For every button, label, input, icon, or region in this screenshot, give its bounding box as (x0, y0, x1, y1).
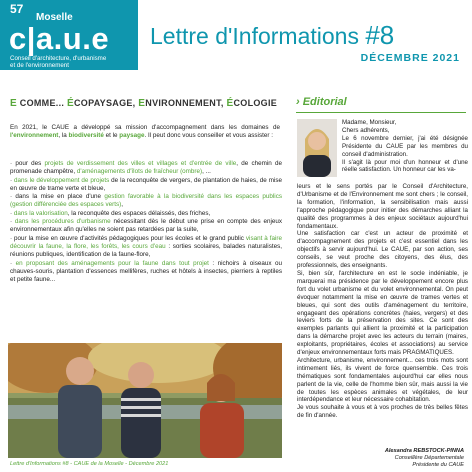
theme-letter-4: É (226, 98, 234, 109)
editorial-body (297, 183, 468, 420)
group-photo-image (8, 343, 282, 458)
editorial-intro (342, 119, 468, 174)
intro-text: et le (103, 132, 120, 140)
bullet-highlight: gestion favorable à la biodiversité dans les espaces publics (gestion différenciée des espaces verts) (10, 193, 282, 209)
greeting-1: Madame, Monsieur, (342, 119, 397, 126)
letter-title-text: Lettre d'Informations (150, 23, 359, 49)
service-bullet (10, 235, 282, 260)
signature-name: Alexandra REBSTOCK-PINNA (384, 448, 464, 454)
photo-caption: Lettre d'Informations #8 - CAUE de la Moselle - Décembre 2021 (10, 461, 169, 467)
bullet-text: , de chemin de promenade champêtre, (10, 160, 282, 176)
editorial-p6: Architecture, urbanisme, environnement... ces trois mots sont intimement liés, ils vivent de force quensemble. Ces trois thématiques sont fondamentales aujourd'hui car elles nous parlent de la vie, celle de l'homme bien sûr, mais aussi la vie de toutes les espèces animales et végétales, de leur interdépendance et leur nécessaire cohabitation. (297, 356, 468, 404)
service-bullet (10, 177, 282, 194)
signature (385, 448, 464, 469)
bullet-text: · (10, 176, 15, 184)
logo-wordmark: c|a.u.e (9, 21, 110, 56)
intro-highlight: l'environnement (10, 132, 59, 140)
bullet-highlight: projets de verdissement des villes et villages et d'entrée de ville (44, 160, 237, 167)
bullet-text: · (10, 209, 14, 217)
theme-heading (10, 98, 277, 109)
editorial-p2: Il s'agit là pour moi d'un honneur et d'une réelle satisfaction. Un honneur car les va- (342, 158, 468, 174)
bullet-text: : sorties scolaires, balades naturalistes, réunions publiques, identification de la faune-flore, (10, 242, 282, 259)
service-bullet (10, 193, 282, 210)
group-photo (8, 343, 282, 458)
bullet-text: , (121, 201, 123, 209)
theme-letter-1: E (10, 98, 17, 109)
bullet-highlight: dans la valorisation (13, 209, 68, 217)
bullet-highlight: dans les procédures d'urbanisme (14, 218, 111, 226)
editorial-p5: Si, bien sûr, l'architecture en est le socle indéniable, je marquerai ma présidence par le développement encore plus fort du volet urbanisme et du volet environnemental. On peut évoquer notamment la mise en œuvre de trames vertes et bleues, qui sont des outils d'aménagement du territoire, engageant des opérations concrètes (haies, vergers) et des leviers forts de la préservation des sites. Ce sont des exemples parlants qui allient la proximité et la participation dans la démarche projet avec les acteurs du terrain (maires, exploitants, propriétaires, écoles et associations) au service d'enjeux environnementaux forts mais PRAGMATIQUES. (297, 269, 468, 357)
theme-word-1: COMME... (16, 98, 67, 108)
intro-text: En 2021, le CAUE a développé sa mission d'accompagnement dans les domaines de (10, 124, 280, 131)
bullet-text: , la reconquête des espaces délaissés, des friches, (67, 209, 211, 217)
bullet-text: · (10, 259, 16, 267)
theme-letter-3: E (138, 98, 146, 109)
service-list (10, 160, 282, 284)
bullet-text: · dans la mise en place d'une (10, 193, 105, 201)
bullet-highlight: d'aménagements d'îlots de fraîcheur (ombre) (76, 168, 203, 176)
bullet-text: · pour des (10, 160, 45, 167)
logo-tagline-2: et de l'environnement (10, 62, 69, 69)
bullet-text: nécessitant dès le début une prise en compte des enjeux environnementaux afin qu'elles ne soient pas retardées par la suite, (10, 218, 282, 234)
greeting-2: Chers adhérents, (342, 126, 390, 134)
editorial-p1: Le 6 novembre dernier, j'ai été désignée Présidente du CAUE par les membres du conseil d'administration. (342, 134, 468, 158)
theme-letter-2: É (66, 98, 74, 109)
bullet-text: , ... (202, 168, 211, 176)
portrait-image (297, 119, 337, 177)
caue-logo (0, 0, 138, 70)
logo-tagline-1: Conseil d'architecture, d'urbanisme (10, 55, 107, 62)
theme-word-3: NVIRONNEMENT, (145, 98, 227, 108)
editorial-divider (296, 112, 466, 113)
bullet-text: · (10, 218, 15, 226)
service-bullet (10, 210, 282, 218)
editorial-p7: Je vous souhaite à vous et à vos proches de très belles fêtes de fin d'année. (297, 404, 468, 420)
bullet-highlight: visant à faire découvrir la faune, la flore, les forêts, les cours d'eau (10, 234, 283, 250)
signature-role-1: Conseillère Départementale (394, 455, 464, 461)
dept-number: 57 (10, 2, 24, 16)
bullet-highlight: dans le développement de projets (14, 176, 110, 184)
header (0, 0, 472, 70)
bullet-text: : nichoirs à oiseaux ou chauves-souris, plantation d'essences mellifères, ruches et hôtels à insectes, pierriers à reptiles et petite faune... (10, 259, 282, 284)
dept-name: Moselle (36, 12, 73, 23)
editorial-heading: › Editorial (296, 96, 347, 108)
intro-paragraph (10, 124, 280, 141)
letter-title (150, 22, 394, 49)
editorial-p4: Une satisfaction car c'est un acteur de proximité et d'accompagnement des projets et c'est essentiel dans les objectifs à servir aujourd'hui. Le CAUE, par son action, ses conseils, se veut proche des citoyens, des élus, des professionnels, des enseignants. (297, 230, 468, 270)
service-bullet (10, 260, 282, 285)
service-bullet (10, 218, 282, 235)
intro-highlight: biodiversité (68, 132, 104, 140)
intro-text: . Il peut donc vous conseiller et vous assister : (144, 132, 273, 140)
theme-word-4: COLOGIE (233, 98, 278, 108)
signature-role-2: Présidente du CAUE (412, 462, 464, 468)
theme-word-2: COPAYSAGE, (73, 98, 139, 108)
portrait-photo (297, 119, 337, 177)
service-bullet (10, 160, 282, 177)
bullet-text: de la reconquête de vergers, de plantation de haies, de mise en œuvre de trame verte et bleue, (10, 176, 282, 192)
intro-highlight: paysage (119, 132, 145, 140)
issue-number: #8 (365, 20, 395, 50)
bullet-text: · pour la mise en œuvre d'activités pédagogiques pour les écoles et le grand public (10, 234, 246, 242)
bullet-highlight: en proposant des aménagements pour la faune dans tout projet (15, 259, 209, 267)
editorial-p3: leurs et le sens portés par le Conseil d'Architecture, d'Urbanisme et de l'Environnement me sont chers ; le conseil, la formation, l'information, la sensibilisation mais aussi l'approche pédagogique pour initier des démarches alliant la qualité des programmes à des enjeux sociétaux aujourd'hui fondamentaux. (297, 183, 468, 230)
issue-date: DÉCEMBRE 2021 (360, 52, 460, 64)
intro-text: , la (58, 132, 69, 140)
